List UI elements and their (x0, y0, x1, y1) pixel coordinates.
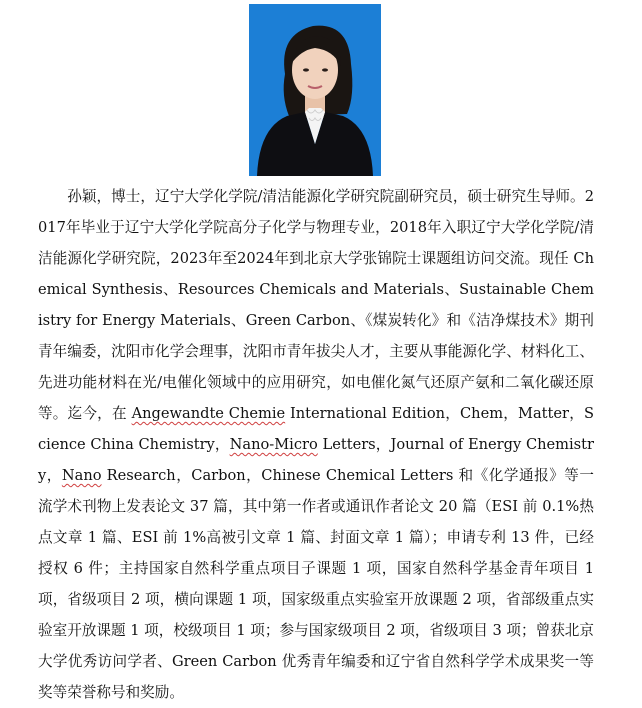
bio-spell-marked-term: Nano-Micro (229, 436, 318, 453)
bio-spell-marked-term: Angewandte Chemie (131, 405, 286, 422)
bio-spell-marked-term: Nano (61, 467, 102, 484)
bio-text-segment: Letters，Journal of Energy Chemistry， (38, 436, 594, 484)
bio-text-segment: 孙颖，博士，辽宁大学化学院/清洁能源化学研究院副研究员，硕士研究生导师。2017年毕业于辽宁大学化学院高分子化学与物理专业，2018年入职辽宁大学化学院/清洁能源化学研究院，2023年至2024年到北京大学张锦院士课题组访问交流。现任 Chemical Synthesis、Resources Chemicals and Materials、Sustainable Chemistry for Energy Materials、Green Carbon、《煤炭转化》和《洁净煤技术》期刊青年编委，沈阳市化学会理事，沈阳市青年拔尖人才，主要从事能源化学、材料化工、先进功能材料在光/电催化领域中的应用研究，如电催化氮气还原产氨和二氧化碳还原等。迄今，在 (38, 188, 594, 422)
biography-paragraph (38, 181, 594, 708)
bio-text-segment: International Edition，Chem，Matter，Science China Chemistry， (38, 405, 595, 453)
bio-text-segment: Research，Carbon，Chinese Chemical Letters 和《化学通报》等一流学术刊物上发表论文 37 篇，其中第一作者或通讯作者论文 20 篇（ESI 前 0.1%热点文章 1 篇、ESI 前 1%高被引文章 1 篇、封面文章 1 篇）；申请专利 13 件，已经授权 6 件；主持国家自然科学重点项目子课题 1 项，国家自然科学基金青年项目 1 项，省级项目 2 项，横向课题 1 项，国家级重点实验室开放课题 2 项，省部级重点实验室开放课题 1 项，校级项目 1 项；参与国家级项目 2 项，省级项目 3 项；曾获北京大学优秀访问学者、Green Carbon 优秀青年编委和辽宁省自然科学学术成果奖一等奖等荣誉称号和奖励。 (38, 467, 594, 701)
portrait-photo (249, 4, 381, 176)
